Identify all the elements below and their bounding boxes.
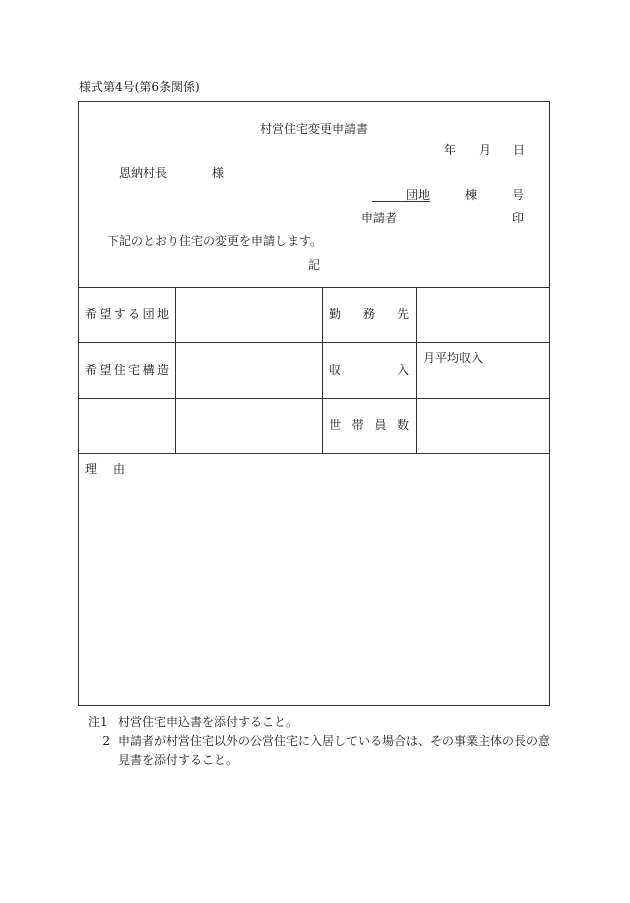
label-char: 造 xyxy=(156,363,169,377)
table-bottom-border xyxy=(79,453,549,454)
reason-label xyxy=(85,462,125,476)
label-char: 希 xyxy=(85,307,98,321)
building-label: 棟 xyxy=(465,188,478,202)
unit-label: 号 xyxy=(512,188,525,202)
danchi-label: 団地 xyxy=(406,188,431,202)
form-title: 村営住宅変更申請書 xyxy=(259,122,368,136)
income-label xyxy=(329,363,409,377)
table-row-divider xyxy=(79,342,549,343)
label-char: 構 xyxy=(142,363,155,377)
seal-label: 印 xyxy=(512,211,525,225)
label-char: 員 xyxy=(374,418,387,432)
ki-heading: 記 xyxy=(307,258,320,272)
label-char: 入 xyxy=(396,363,409,377)
honorific: 様 xyxy=(212,166,225,180)
label-char: 先 xyxy=(396,307,409,321)
note-item xyxy=(88,732,558,770)
label-char: 宅 xyxy=(128,363,141,377)
label-char: 収 xyxy=(329,363,342,377)
note-number: 注1 xyxy=(88,715,108,729)
table-column-divider xyxy=(322,287,323,453)
label-char: 住 xyxy=(113,363,126,377)
label-char: る xyxy=(128,307,141,321)
monthly-income-label: 月平均収入 xyxy=(423,351,484,365)
label-char: 世 xyxy=(329,418,342,432)
label-char: 望 xyxy=(99,307,112,321)
note-number: 2 xyxy=(102,734,110,748)
label-char: 由 xyxy=(112,462,125,476)
date-month-label: 月 xyxy=(479,143,492,157)
desired-danchi-label xyxy=(85,307,169,321)
application-statement: 下記のとおり住宅の変更を申請します。 xyxy=(107,234,323,248)
label-char: 理 xyxy=(85,462,98,476)
note-text: 申請者が村営住宅以外の公営住宅に入居している場合は、その事業主体の長の意見書を添付すること。 xyxy=(118,734,551,767)
table-top-border xyxy=(79,287,549,288)
label-char: 希 xyxy=(85,363,98,377)
form-number: 様式第4号(第6条関係) xyxy=(79,80,200,94)
label-char: 望 xyxy=(99,363,112,377)
label-char: 地 xyxy=(156,307,169,321)
addressee: 恩納村長 xyxy=(119,166,168,180)
workplace-label xyxy=(329,307,409,321)
application-form xyxy=(78,101,550,706)
label-char: 団 xyxy=(142,307,155,321)
date-day-label: 日 xyxy=(513,143,526,157)
notes xyxy=(88,713,558,770)
note-text: 村営住宅申込書を添付すること。 xyxy=(118,715,299,729)
applicant-label: 申請者 xyxy=(361,211,398,225)
date-year-label: 年 xyxy=(444,143,457,157)
note-item xyxy=(88,713,558,732)
table-row-divider xyxy=(79,398,549,399)
table-column-divider xyxy=(175,287,176,453)
label-char: 数 xyxy=(396,418,409,432)
label-char: 務 xyxy=(362,307,375,321)
table-column-divider xyxy=(416,287,417,453)
household-size-label xyxy=(329,418,409,432)
label-char: 勤 xyxy=(329,307,342,321)
desired-structure-label xyxy=(85,363,169,377)
label-char: す xyxy=(113,307,126,321)
label-char: 帯 xyxy=(351,418,364,432)
